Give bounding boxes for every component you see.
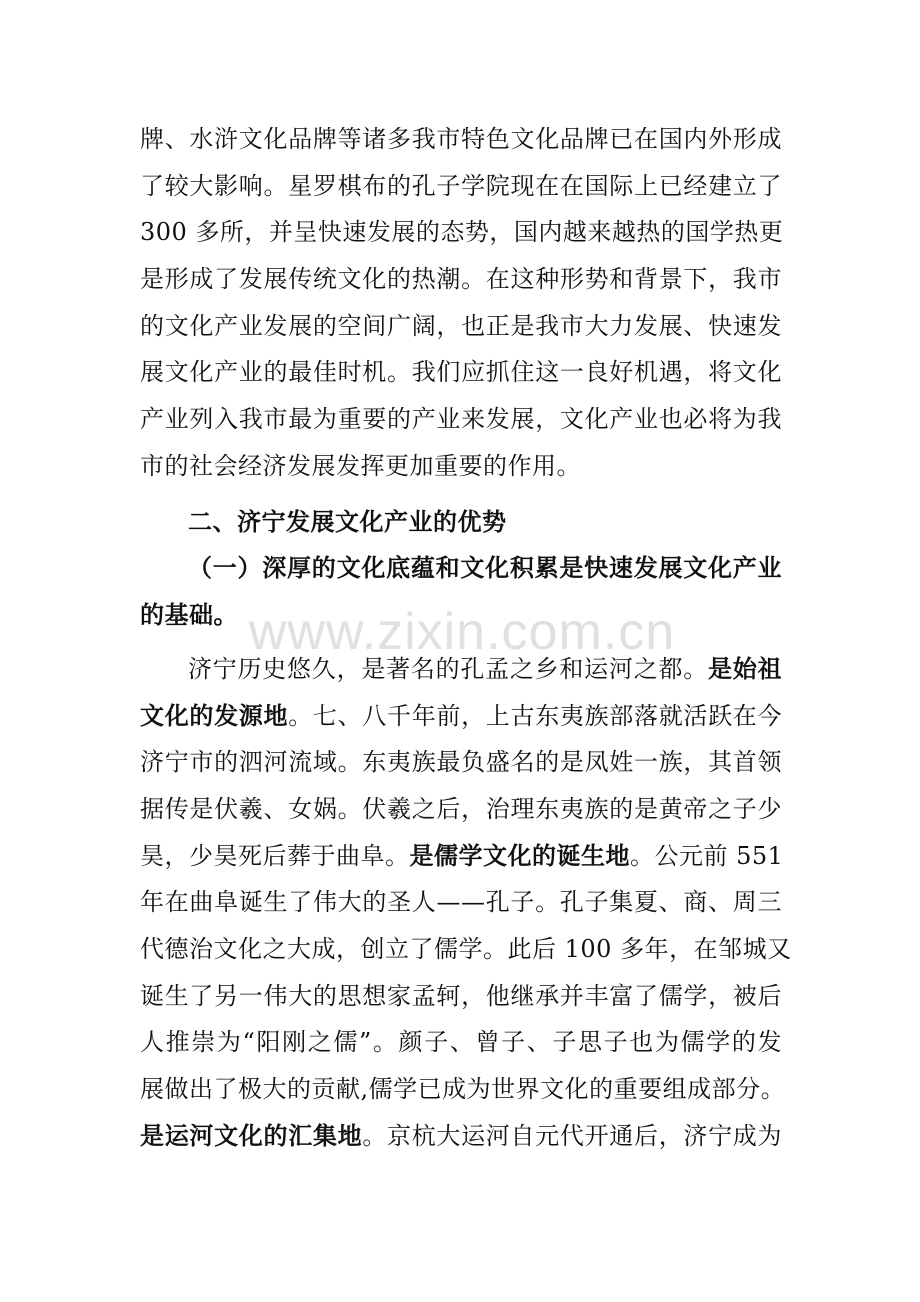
emphasis-run: 是始祖 [707,655,783,683]
text-line [140,840,782,872]
text-run: 济宁历史悠久，是著名的孔孟之乡和运河之都。 [188,655,708,683]
text-line [140,700,782,732]
section-heading: 二、济宁发展文化产业的优势 [188,508,507,536]
emphasis-run: 是运河文化的汇集地 [140,1122,363,1150]
text-run: 昊，少昊死后葬于曲阜。 [140,842,410,870]
text-line [188,653,782,685]
text-line: 展文化产业的最佳时机。我们应抓住这一良好机遇，将文化 [140,358,782,386]
text-line: 是形成了发展传统文化的热潮。在这种形势和背景下，我市 [140,265,782,293]
text-line: 人推崇为“阳刚之儒”。颜子、曾子、子思子也为儒学的发 [140,1028,782,1056]
text-run: 。公元前 551 [630,842,784,870]
text-line: 济宁市的泗河流域。东夷族最负盛名的是凤姓一族，其首领 [140,748,782,776]
emphasis-run: 文化的发源地 [140,702,289,730]
text-run: 。京杭大运河自元代开通后，济宁成为 [362,1122,783,1150]
text-line: 展做出了极大的贡献,儒学已成为世界文化的重要组成部分。 [140,1075,786,1103]
text-line [140,1120,782,1152]
text-line: 了较大影响。星罗棋布的孔子学院现在在国际上已经建立了 [140,172,782,200]
text-line: 产业列入我市最为重要的产业来发展，文化产业也必将为我 [140,405,782,433]
text-line: 市的社会经济发展发挥更加重要的作用。 [140,452,581,480]
text-line: 代德治文化之大成，创立了儒学。此后 100 多年，在邹城又 [140,935,792,963]
text-line: 据传是伏羲、女娲。伏羲之后，治理东夷族的是黄帝之子少 [140,795,782,823]
emphasis-run: 是儒学文化的诞生地 [409,842,630,870]
subsection-heading-cont: 的基础。 [140,601,238,629]
text-run: 。七、八千年前，上古东夷族部落就活跃在今 [288,702,783,730]
text-line: 牌、水浒文化品牌等诸多我市特色文化品牌已在国内外形成 [140,125,782,153]
text-line: 的文化产业发展的空间广阔，也正是我市大力发展、快速发 [140,312,782,340]
subsection-heading: （一）深厚的文化底蕴和文化积累是快速发展文化产业 [188,554,782,582]
text-line: 年在曲阜诞生了伟大的圣人——孔子。孔子集夏、商、周三 [140,888,782,916]
text-line: 诞生了另一伟大的思想家孟轲，他继承并丰富了儒学，被后 [140,982,782,1010]
text-line: 300 多所，并呈快速发展的态势，国内越来越热的国学热更 [140,218,784,246]
watermark-text: www.zixin.com.cn [248,603,676,661]
